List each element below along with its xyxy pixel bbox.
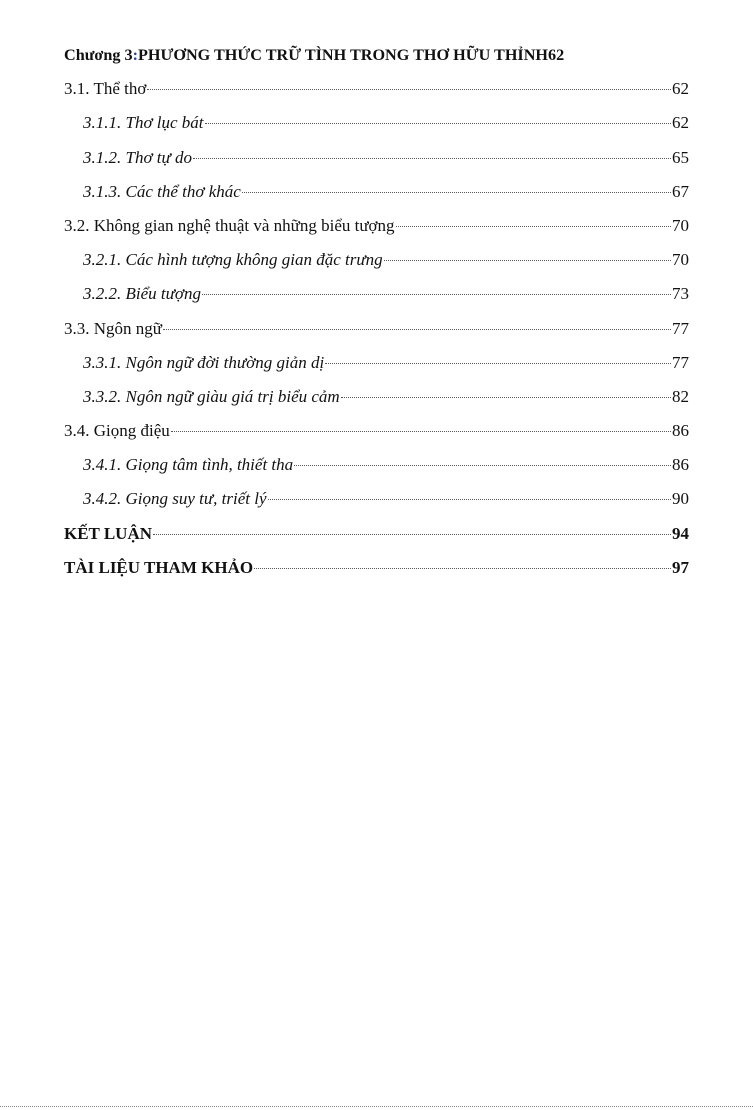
toc-entry-3-2-1[interactable] — [64, 243, 689, 277]
toc-entry-3-4-2[interactable] — [64, 482, 689, 516]
toc-entry-3-1-2[interactable] — [64, 141, 689, 175]
chapter-colon: : — [132, 46, 138, 64]
toc-entry-references[interactable] — [64, 551, 689, 585]
toc-entry-title: 3.3.1. Ngôn ngữ đời thường giản dị — [83, 352, 325, 372]
toc-entry-title: 3.1.3. Các thể thơ khác — [83, 181, 241, 201]
toc-page-number: 70 — [672, 215, 689, 235]
toc-entry-title: 3.3.2. Ngôn ngữ giàu giá trị biểu cảm — [83, 386, 340, 406]
toc-page-number: 62 — [672, 79, 689, 99]
toc-entry-3-3[interactable] — [64, 312, 689, 346]
toc-entry-3-1-3[interactable] — [64, 175, 689, 209]
toc-chapter-heading[interactable] — [64, 38, 689, 72]
toc-entry-title: 3.4. Giọng điệu — [64, 421, 170, 441]
toc-entry-title: TÀI LIỆU THAM KHẢO — [64, 557, 254, 577]
toc-page-number: 82 — [672, 386, 689, 406]
dot-leader — [193, 157, 671, 159]
dot-leader — [254, 567, 671, 569]
toc-entry-3-3-1[interactable] — [64, 346, 689, 380]
toc-page-number: 97 — [672, 557, 689, 577]
dot-leader — [153, 533, 671, 535]
toc-page-number: 70 — [672, 250, 689, 270]
toc-entry-3-1[interactable] — [64, 72, 689, 106]
toc-entry-title: KẾT LUẬN — [64, 523, 153, 543]
toc-page-number: 62 — [548, 46, 565, 64]
toc-entry-3-4-1[interactable] — [64, 448, 689, 482]
table-of-contents — [64, 38, 689, 585]
dot-leader — [396, 225, 671, 227]
dot-leader — [163, 328, 671, 330]
dot-leader — [325, 362, 671, 364]
dot-leader — [242, 191, 671, 193]
toc-entry-conclusion[interactable] — [64, 517, 689, 551]
toc-page-number: 86 — [672, 455, 689, 475]
toc-page-number: 86 — [672, 421, 689, 441]
toc-entry-title: 3.1.1. Thơ lục bát — [83, 113, 204, 133]
dot-leader — [147, 88, 671, 90]
dot-leader — [341, 396, 671, 398]
toc-entry-3-4[interactable] — [64, 414, 689, 448]
toc-page-number: 90 — [672, 489, 689, 509]
toc-page-number: 62 — [672, 113, 689, 133]
toc-page-number: 67 — [672, 181, 689, 201]
toc-entry-title: 3.2. Không gian nghệ thuật và những biểu tượng — [64, 215, 395, 235]
toc-page-number: 65 — [672, 147, 689, 167]
toc-entry-title: 3.1. Thể thơ — [64, 79, 147, 99]
toc-entry-3-2[interactable] — [64, 209, 689, 243]
toc-entry-3-3-2[interactable] — [64, 380, 689, 414]
dot-leader — [202, 293, 671, 295]
toc-page-number: 77 — [672, 318, 689, 338]
toc-page-number: 94 — [672, 523, 689, 543]
page-bottom-divider — [0, 1106, 753, 1108]
toc-page-number: 77 — [672, 352, 689, 372]
toc-entry-title: 3.2.2. Biểu tượng — [83, 284, 201, 304]
toc-entry-title: 3.4.2. Giọng suy tư, triết lý — [83, 489, 267, 509]
toc-page-number: 73 — [672, 284, 689, 304]
toc-entry-title: 3.4.1. Giọng tâm tình, thiết tha — [83, 455, 294, 475]
dot-leader — [294, 464, 671, 466]
dot-leader — [384, 259, 671, 261]
toc-entry-title: 3.1.2. Thơ tự do — [83, 147, 193, 167]
chapter-number: Chương 3 — [64, 46, 133, 64]
toc-entry-title: 3.2.1. Các hình tượng không gian đặc trưng — [83, 250, 383, 270]
toc-entry-3-1-1[interactable] — [64, 106, 689, 140]
chapter-title: PHƯƠNG THỨC TRỮ TÌNH TRONG THƠ HỮU THỈNH — [138, 46, 548, 64]
dot-leader — [205, 122, 671, 124]
toc-entry-3-2-2[interactable] — [64, 277, 689, 311]
dot-leader — [268, 498, 671, 500]
toc-entry-title: 3.3. Ngôn ngữ — [64, 318, 162, 338]
dot-leader — [171, 430, 671, 432]
